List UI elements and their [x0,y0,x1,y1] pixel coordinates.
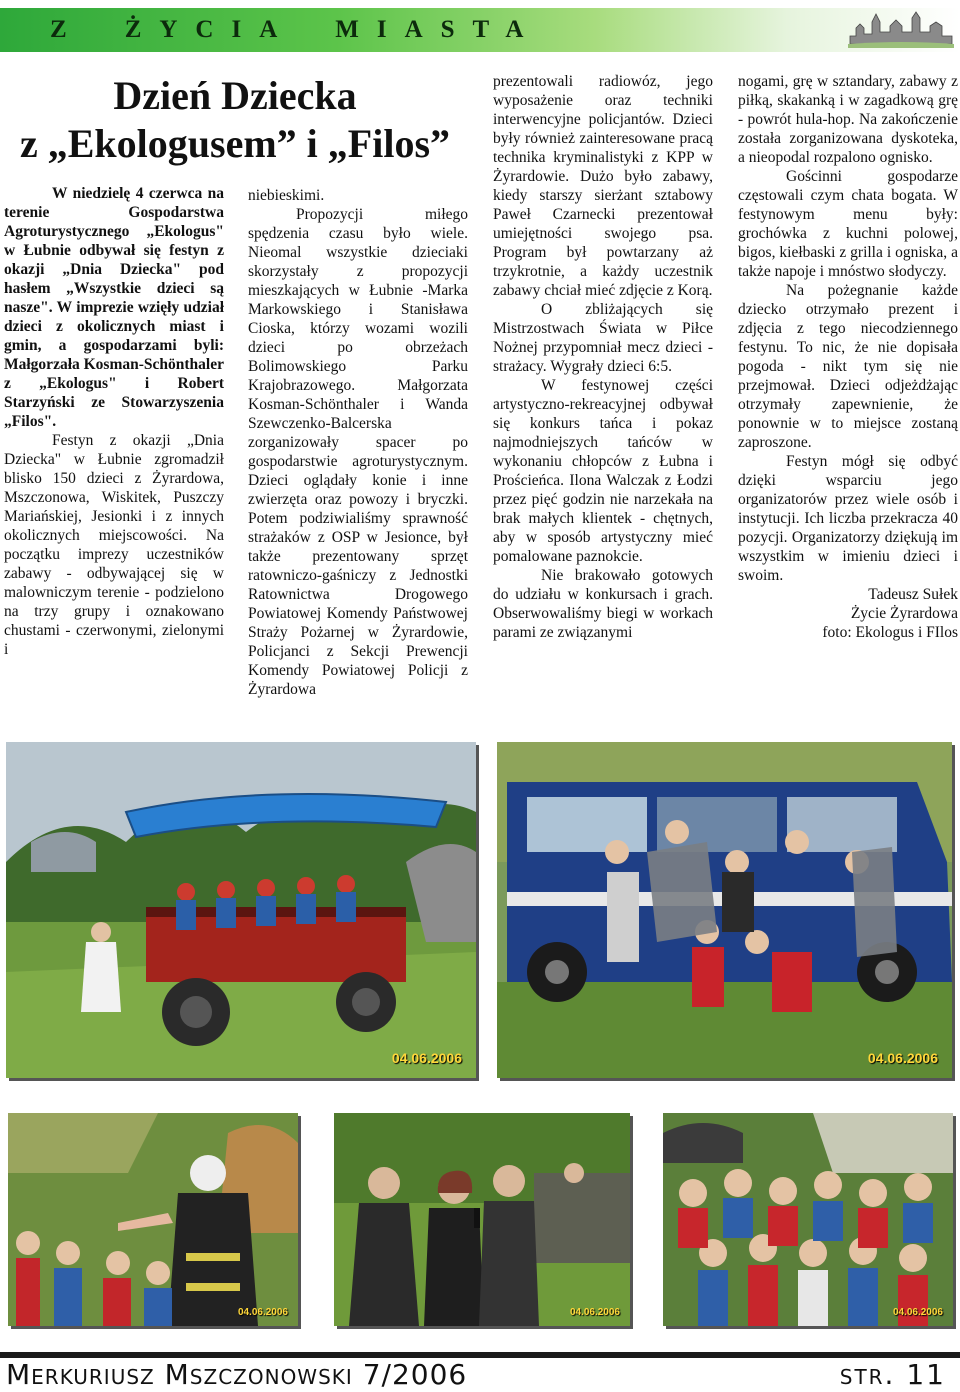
article-column-3 [493,72,713,642]
headline-line-2: z „Ekologusem” i „Filos” [19,121,451,166]
article-author: Tadeusz Sułek [868,586,958,603]
photo-date-stamp: 04.06.2006 [892,1307,943,1318]
photo-date-stamp: 04.06.2006 [237,1307,288,1318]
paragraph: prezentowali radiowóz, jego wyposażenie oraz techniki interwencyjne policjantów. Dzieci były również zainteresowane pracą technika kryminalistyki z KPP w Żyrardowie. Dużo było zabawy, kiedy starszy sierżant sztabowy Paweł Czarnecki prezentował umiejętności swojego psa. Program był powtarzany aż trzykrotnie, a każdy uczestnik zabawy chciał mieć zdjęcie z Korą. [493,73,713,299]
section-word-miasta: MIASTA [335,16,542,43]
paragraph: Gościnni gospodarze częstowali czym chata bogata. W festynowym menu były: grochówka z kuchni polowej, bigos, kiełbaski z grilla i ogniska, a także napoje i mnóstwo słodyczy. [738,168,958,280]
photo-date-stamp: 04.06.2006 [569,1307,620,1318]
article-headline [0,72,470,168]
headline-line-1: Dzień Dziecka [113,73,357,118]
photo-children-crowd [663,1113,953,1326]
article-source: Życie Żyrardowa [850,605,958,622]
paragraph: Festyn mógł się odbyć dzięki wsparciu jego organizatorów przez wiele osób i instytucji. Ich liczba przekracza 40 pozycji. Organizatorzy dziękują im wszystkim w imieniu dzieci i swoim. [738,453,958,584]
photo-date-stamp: 04.06.2006 [867,1050,938,1066]
photo-date-stamp: 04.06.2006 [391,1050,462,1066]
lead-paragraph: W niedzielę 4 czerwca na terenie Gospodarstwa Agroturystycznego „Ekologus" w Łubnie odbywał się festyn z okazji „Dnia Dziecka" pod hasłem „Wszystkie dzieci są nasze". W imprezie wzięły udział dzieci z okolicznych miast i gmin, a gospodarzami byli: Małgorzała Kosman-Schönthaler z „Ekologus" i Robert Starzyński ze Stowarzyszenia „Filos". [4,185,224,430]
paragraph: W festynowej części artystyczno-rekreacyjnej odbywał się konkurs tańca i pokaz najmodniejszych tańców w wykonaniu chłopców z Łubna i Prościeńca. Ilona Walczak z Łodzi przez pięć godzin nie narzekała na brak małych klientek - chętnych, aby w sposób artystyczny mieć pomalowane paznokcie. [493,377,713,565]
photo-credit: foto: Ekologus i FIlos [822,624,958,641]
article-column-1 [4,184,224,659]
city-skyline-logo [846,10,956,50]
section-title [50,10,541,50]
paragraph: O zbliżających się Mistrzostwach Świata w Piłce Nożnej przypomniał mecz dzieci - strażacy. Wygrały dzieci 6:5. [493,301,713,375]
paragraph: nogami, grę w sztandary, zabawy z piłką, skakanką i w zagadkową grę - powrót hula-hop. Na zakończenie została zorganizowana dyskoteka, a nieopodal rozpalono ognisko. [738,73,958,166]
paragraph: Festyn z okazji „Dnia Dziecka" w Łubnie zgromadził blisko 150 dzieci z Żyrardowa, Mszczonowa, Wiskitek, Puszczy Mariańskiej, Jesionki i z innych okolicznych miejscowości. Na początku imprezy uczestników zabawy - odbywającej się w malowniczym terenie - podzielono na trzy grupy i oznakowano chustami - czerwonymi, zielonymi i [4,432,224,658]
photo-microphone-stage [334,1113,630,1326]
article-column-2 [248,186,468,699]
paragraph: niebieskimi. [248,187,325,204]
section-word-zycia: ŻYCIA [124,16,296,43]
photo-firefighter-demo [8,1113,298,1326]
paragraph: Nie brakowało gotowych do udziału w konkursach i grach. Obserwowaliśmy biegi w workach parami ze związanymi [493,567,713,641]
section-word-z: Z [50,16,85,43]
page-number: str. 11 [839,1358,946,1391]
paragraph: Na pożegnanie każde dziecko otrzymało prezent i zdjęcia z tego niecodziennego festynu. To nic, że nie dopisała pogoda - nikt tym się nie przejmował. Dzieci odjeżdżając otrzymały zapewnienie, że ponownie w to miejsce zostaną zaproszone. [738,282,958,451]
paragraph: Propozycji miłego spędzenia czasu było wiele. Nieomal wszystkie dzieciaki skorzystały z propozycji mieszkających w Łubnie -Marka Markowskiego i Stanisława Cioska, którzy wozami wozili dzieci po obrzeżach Bolimowskiego Parku Krajobrazowego. Małgorzata Kosman-Schönthaler i Wanda Szewczenko-Balcerska zorganizowały spacer po gospodarstwie agroturystycznym. Dzieci oglądały konie i inne zwierzęta oraz powozy i bryczki. Potem podziwialiśmy sprawność strażaków z OSP w Jesionce, był także prezentowany sprzęt ratowniczo-gaśniczy z Jednostki Ratownictwa Drogowego Powiatowej Komendy Państwowej Straży Pożarnej w Żyrardowie, Policjanci z Sekcji Prewencji Komendy Powiatowej Policji z Żyrardowa [248,206,468,698]
article-column-4 [738,72,958,642]
photo-wagon-ride [6,742,476,1078]
photo-police-van [497,742,952,1078]
publication-name: Merkuriusz Mszczonowski 7/2006 [6,1358,468,1391]
